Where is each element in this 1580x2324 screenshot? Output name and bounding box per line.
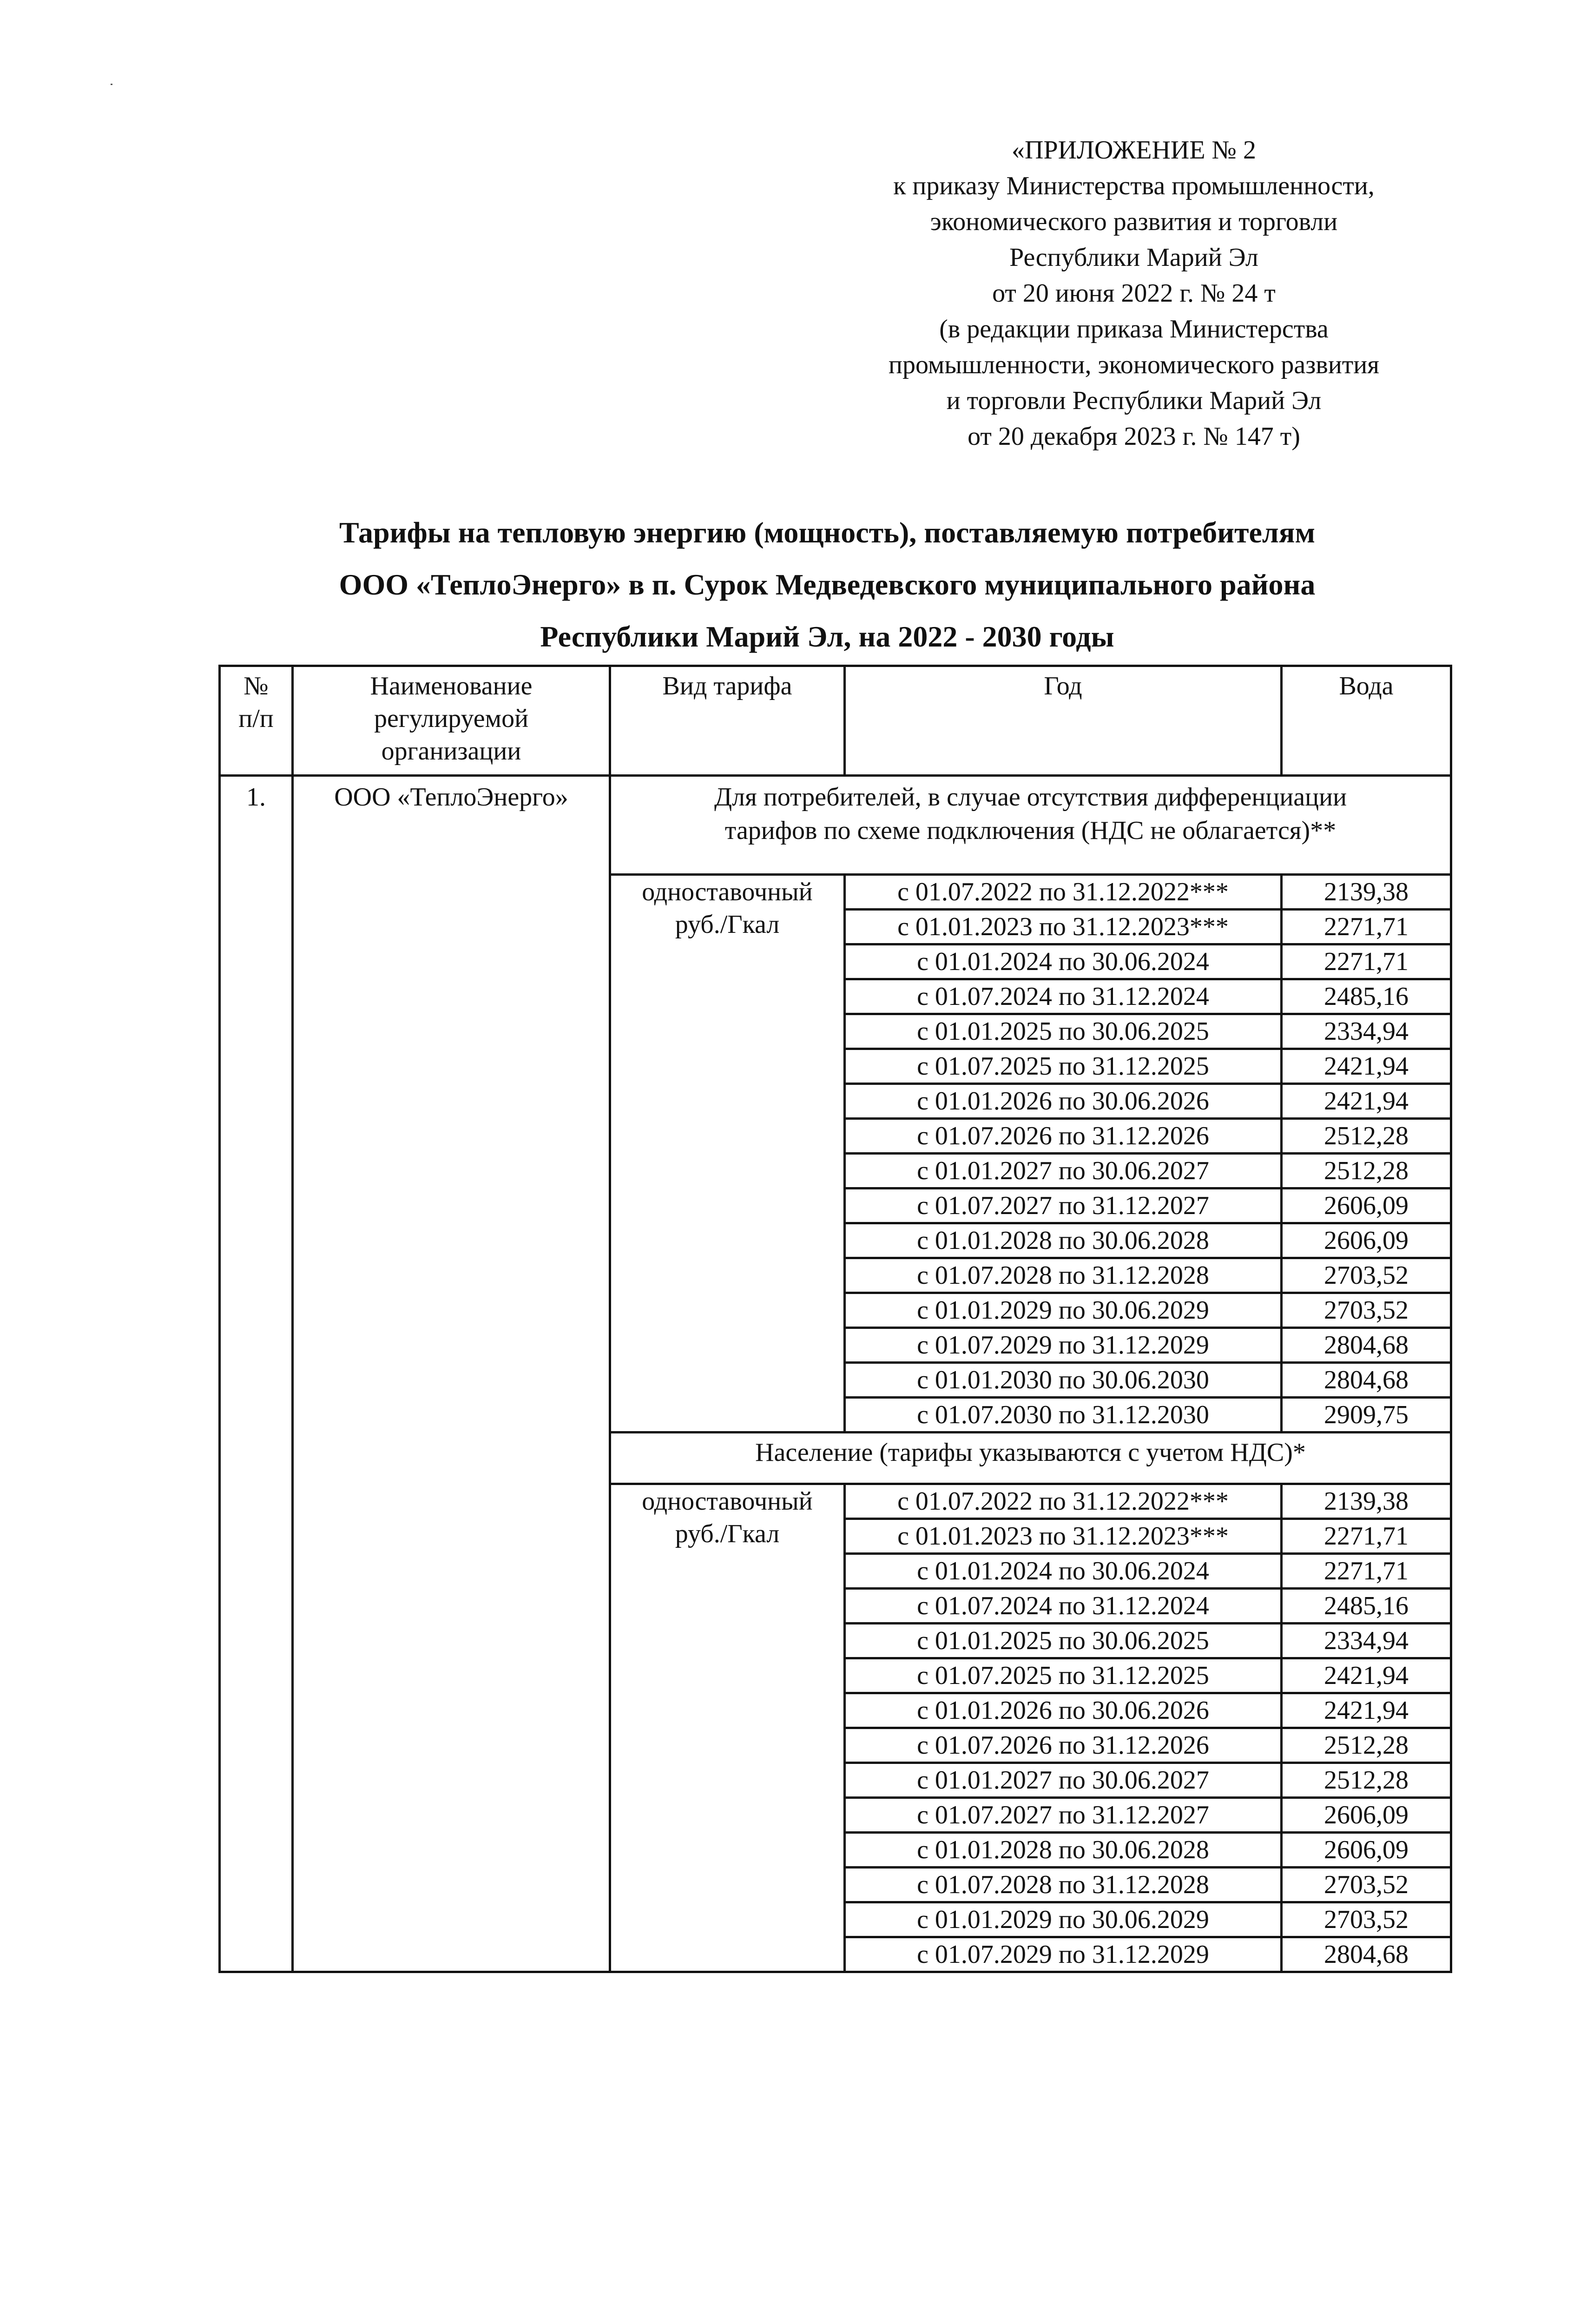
header-number-cell	[220, 666, 293, 776]
header-organization-cell	[293, 666, 610, 776]
header-line: (в редакции приказа Министерства	[939, 315, 1329, 343]
period-cell: с 01.01.2030 по 30.06.2030	[845, 1363, 1282, 1398]
water-value-cell: 2334,94	[1282, 1624, 1451, 1658]
water-value-cell: 2909,75	[1282, 1398, 1451, 1433]
water-value-cell: 2271,71	[1282, 944, 1451, 979]
water-value-cell: 2271,71	[1282, 910, 1451, 944]
period-cell: с 01.07.2026 по 31.12.2026	[845, 1728, 1282, 1763]
header-line: промышленности, экономического развития	[888, 350, 1379, 379]
water-value-cell: 2334,94	[1282, 1014, 1451, 1049]
period-cell: с 01.01.2028 по 30.06.2028	[845, 1833, 1282, 1868]
header-tariff-type-cell: Вид тарифа	[610, 666, 845, 776]
period-cell: с 01.07.2026 по 31.12.2026	[845, 1119, 1282, 1154]
water-value-cell: 2139,38	[1282, 875, 1451, 910]
water-value-cell: 2421,94	[1282, 1658, 1451, 1693]
water-value-cell: 2485,16	[1282, 979, 1451, 1014]
header-line: Республики Марий Эл	[1009, 243, 1258, 272]
period-cell: с 01.01.2023 по 31.12.2023***	[845, 910, 1282, 944]
header-org-line1: Наименование	[370, 672, 533, 700]
water-value-cell: 2703,52	[1282, 1868, 1451, 1902]
period-cell: с 01.07.2028 по 31.12.2028	[845, 1868, 1282, 1902]
water-value-cell: 2512,28	[1282, 1728, 1451, 1763]
appendix-header	[799, 132, 1468, 455]
title-line: Тарифы на тепловую энергию (мощность), поставляемую потребителям	[339, 516, 1316, 549]
water-value-cell: 2512,28	[1282, 1119, 1451, 1154]
scan-speck	[111, 84, 112, 85]
header-line: экономического развития и торговли	[930, 207, 1338, 236]
period-cell: с 01.07.2029 по 31.12.2029	[845, 1328, 1282, 1363]
water-value-cell: 2703,52	[1282, 1902, 1451, 1937]
header-number-line2: п/п	[238, 704, 274, 733]
header-org-line3: организации	[381, 737, 521, 766]
header-water-cell: Вода	[1282, 666, 1451, 776]
title-line: Республики Марий Эл, на 2022 - 2030 годы	[540, 620, 1114, 653]
water-value-cell: 2485,16	[1282, 1589, 1451, 1624]
section1-tariff-type-cell	[610, 875, 845, 1433]
tariff-type-line2: руб./Гкал	[675, 1519, 780, 1548]
tariff-type-line1: одноставочный	[642, 1487, 813, 1516]
water-value-cell: 2606,09	[1282, 1833, 1451, 1868]
period-cell: с 01.07.2024 по 31.12.2024	[845, 979, 1282, 1014]
title-line: ООО «ТеплоЭнерго» в п. Сурок Медведевского муниципального района	[339, 568, 1316, 601]
water-value-cell: 2421,94	[1282, 1084, 1451, 1119]
tariff-type-line2: руб./Гкал	[675, 910, 780, 939]
section1-heading-line1: Для потребителей, в случае отсутствия дифференциации	[714, 783, 1347, 812]
header-number-line1: №	[244, 672, 269, 700]
water-value-cell: 2804,68	[1282, 1363, 1451, 1398]
period-cell: с 01.01.2025 по 30.06.2025	[845, 1014, 1282, 1049]
period-cell: с 01.07.2022 по 31.12.2022***	[845, 1484, 1282, 1519]
water-value-cell: 2703,52	[1282, 1293, 1451, 1328]
section1-heading-row	[220, 776, 1451, 875]
header-line: и торговли Республики Марий Эл	[946, 386, 1322, 415]
section2-tariff-type-cell	[610, 1484, 845, 1972]
water-value-cell: 2703,52	[1282, 1258, 1451, 1293]
period-cell: с 01.07.2028 по 31.12.2028	[845, 1258, 1282, 1293]
period-cell: с 01.01.2027 по 30.06.2027	[845, 1763, 1282, 1798]
header-org-line2: регулируемой	[374, 704, 529, 733]
period-cell: с 01.07.2025 по 31.12.2025	[845, 1049, 1282, 1084]
period-cell: с 01.01.2026 по 30.06.2026	[845, 1084, 1282, 1119]
period-cell: с 01.07.2030 по 31.12.2030	[845, 1398, 1282, 1433]
period-cell: с 01.01.2023 по 31.12.2023***	[845, 1519, 1282, 1554]
water-value-cell: 2421,94	[1282, 1693, 1451, 1728]
tariff-type-line1: одноставочный	[642, 878, 813, 906]
header-line: от 20 июня 2022 г. № 24 т	[992, 279, 1276, 308]
header-line: к приказу Министерства промышленности,	[893, 172, 1375, 200]
period-cell: с 01.01.2028 по 30.06.2028	[845, 1223, 1282, 1258]
period-cell: с 01.01.2024 по 30.06.2024	[845, 1554, 1282, 1589]
period-cell: с 01.01.2029 по 30.06.2029	[845, 1293, 1282, 1328]
water-value-cell: 2804,68	[1282, 1937, 1451, 1972]
period-cell: с 01.07.2027 по 31.12.2027	[845, 1188, 1282, 1223]
period-cell: с 01.07.2024 по 31.12.2024	[845, 1589, 1282, 1624]
water-value-cell: 2804,68	[1282, 1328, 1451, 1363]
header-year-cell: Год	[845, 666, 1282, 776]
section1-heading-line2: тарифов по схеме подключения (НДС не облагается)**	[724, 816, 1336, 845]
water-value-cell: 2271,71	[1282, 1554, 1451, 1589]
period-cell: с 01.01.2024 по 30.06.2024	[845, 944, 1282, 979]
period-cell: с 01.01.2025 по 30.06.2025	[845, 1624, 1282, 1658]
water-value-cell: 2421,94	[1282, 1049, 1451, 1084]
organization-cell: ООО «ТеплоЭнерго»	[293, 776, 610, 1972]
header-line: «ПРИЛОЖЕНИЕ № 2	[1012, 136, 1256, 165]
water-value-cell: 2606,09	[1282, 1223, 1451, 1258]
period-cell: с 01.07.2022 по 31.12.2022***	[845, 875, 1282, 910]
water-value-cell: 2606,09	[1282, 1798, 1451, 1833]
water-value-cell: 2606,09	[1282, 1188, 1451, 1223]
document-title	[204, 507, 1450, 663]
period-cell: с 01.01.2026 по 30.06.2026	[845, 1693, 1282, 1728]
period-cell: с 01.07.2027 по 31.12.2027	[845, 1798, 1282, 1833]
water-value-cell: 2271,71	[1282, 1519, 1451, 1554]
section1-heading	[610, 776, 1451, 875]
header-line: от 20 декабря 2023 г. № 147 т)	[968, 422, 1300, 451]
period-cell: с 01.07.2025 по 31.12.2025	[845, 1658, 1282, 1693]
water-value-cell: 2512,28	[1282, 1763, 1451, 1798]
water-value-cell: 2139,38	[1282, 1484, 1451, 1519]
water-value-cell: 2512,28	[1282, 1154, 1451, 1188]
section2-heading: Население (тарифы указываются с учетом НДС)*	[610, 1433, 1451, 1484]
tariff-table	[218, 665, 1452, 1973]
period-cell: с 01.01.2029 по 30.06.2029	[845, 1902, 1282, 1937]
period-cell: с 01.01.2027 по 30.06.2027	[845, 1154, 1282, 1188]
period-cell: с 01.07.2029 по 31.12.2029	[845, 1937, 1282, 1972]
row-number-cell: 1.	[220, 776, 293, 1972]
table-header-row	[220, 666, 1451, 776]
